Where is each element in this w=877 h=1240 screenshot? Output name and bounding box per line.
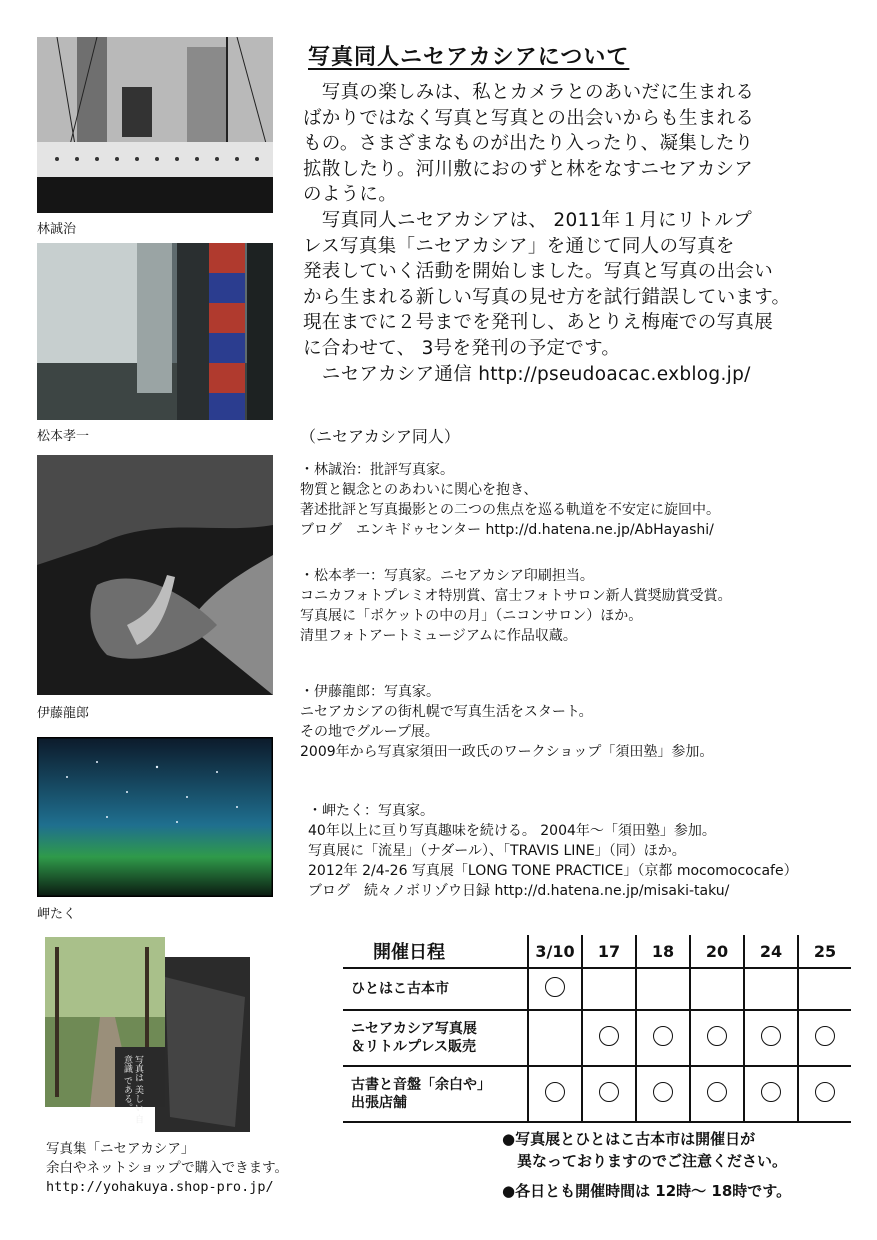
member-line: 物質と観念とのあわいに関心を抱き、 [300, 482, 538, 498]
book-caption [46, 1140, 288, 1197]
member-line: ・林誠治：批評写真家。 [300, 462, 454, 478]
circle-mark-icon [761, 1026, 781, 1046]
circle-mark-icon [815, 1026, 835, 1046]
member-line: 写真展に「流星」（ナダール）、「TRAVIS LINE」（同）ほか。 [308, 843, 686, 859]
event-label-line: 出張店舗 [351, 1095, 407, 1111]
note-hours [502, 1180, 791, 1202]
member-line: ブログ 続々ノボリゾウ日録 http://d.hatena.ne.jp/misaki-taku/ [308, 883, 730, 899]
circle-mark-icon [545, 977, 565, 997]
mark-cell [744, 968, 798, 1010]
mark-cell [744, 1066, 798, 1122]
event-label-line: 古書と音盤「余白や」 [351, 1077, 491, 1093]
book-caption-line: 写真集「ニセアカシア」 [46, 1141, 195, 1157]
schedule-row [343, 1010, 851, 1066]
caption-ito: 伊藤龍郎 [37, 706, 90, 721]
member-ito [300, 682, 713, 762]
schedule-row [343, 968, 851, 1010]
photo-nightsky [37, 737, 273, 897]
mark-cell [690, 1010, 744, 1066]
schedule-header: 開催日程 [373, 942, 445, 963]
mark-cell [744, 1010, 798, 1066]
caption-matsumoto: 松本孝一 [37, 429, 90, 444]
mark-cell [636, 1010, 690, 1066]
member-matsumoto [300, 566, 732, 646]
intro-line: から生まれる新しい写真の見せ方を試行錯誤しています。 [303, 286, 791, 308]
photo-pillar [37, 243, 273, 420]
event-label [343, 968, 528, 1010]
date-header: 25 [798, 935, 851, 968]
schedule-table [343, 935, 851, 1123]
caption-hayashi: 林誠治 [37, 222, 77, 237]
mark-cell [582, 968, 636, 1010]
caption-misaki: 岬たく [37, 907, 77, 922]
book-cover-text [121, 1055, 143, 1132]
photo-ship [37, 37, 273, 213]
intro-line: ばかりではなく写真と写真との出会いからも生まれる [303, 107, 755, 129]
page-title: 写真同人ニセアカシアについて [308, 45, 630, 70]
mark-cell [528, 1066, 582, 1122]
note-line: ●各日とも開催時間は 12時～ 18時です。 [502, 1182, 792, 1200]
member-line: ・伊藤龍郎：写真家。 [300, 684, 440, 700]
member-line: ブログ エンキドゥセンター http://d.hatena.ne.jp/AbHayashi/ [300, 522, 714, 538]
member-line: 著述批評と写真撮影との二つの焦点を巡る軌道を不安定に旋回中。 [300, 502, 720, 518]
cover-text-line: 自意識 [122, 1055, 143, 1124]
mark-cell [582, 1010, 636, 1066]
member-line: 2012年 2/4-26 写真展「LONG TONE PRACTICE」（京都 mocomococafe） [308, 863, 798, 879]
member-line: 清里フォトアートミュージアムに作品収蔵。 [300, 628, 577, 644]
member-line: ・松本孝一：写真家。ニセアカシア印刷担当。 [300, 568, 594, 584]
event-label [343, 1010, 528, 1066]
mark-cell [528, 968, 582, 1010]
circle-mark-icon [599, 1082, 619, 1102]
event-label-line: ＆リトルプレス販売 [351, 1039, 477, 1055]
book-shop-link[interactable]: http://yohakuya.shop-pro.jp/ [46, 1179, 274, 1195]
member-line: ・岬たく：写真家。 [308, 803, 434, 819]
intro-line: のように。 [303, 184, 398, 206]
intro-line: もの。さまざまなものが出たり入ったり、凝集したり [303, 133, 754, 155]
event-label [343, 1066, 528, 1122]
photo-hand [37, 455, 273, 695]
circle-mark-icon [761, 1082, 781, 1102]
date-header: 17 [582, 935, 636, 968]
cover-text-line: である。 [122, 1075, 132, 1112]
intro-line: 写真同人ニセアカシアは、 2011年１月にリトルプ [303, 209, 753, 231]
member-line: その地でグループ展。 [300, 724, 439, 740]
circle-mark-icon [653, 1026, 673, 1046]
member-hayashi [300, 460, 720, 540]
circle-mark-icon [707, 1026, 727, 1046]
member-line: 写真展に「ポケットの中の月」（ニコンサロン）ほか。 [300, 608, 643, 624]
circle-mark-icon [815, 1082, 835, 1102]
book-caption-line: 余白やネットショップで購入できます。 [46, 1160, 289, 1176]
intro-line: ニセアカシア通信 http://pseudoacac.exblog.jp/ [303, 363, 751, 385]
circle-mark-icon [653, 1082, 673, 1102]
date-header: 3/10 [528, 935, 582, 968]
intro-line: 写真の楽しみは、私とカメラとのあいだに生まれる [303, 82, 755, 103]
circle-mark-icon [707, 1082, 727, 1102]
cover-text-line: 美しい [133, 1084, 143, 1112]
mark-cell [636, 1066, 690, 1122]
mark-cell [528, 1010, 582, 1066]
mark-cell [798, 1066, 851, 1122]
intro-line: 現在までに２号までを発刊し、あとりえ梅庵での写真展 [303, 312, 774, 334]
circle-mark-icon [545, 1082, 565, 1102]
note-line: 異なっておりますのでご注意ください。 [502, 1152, 788, 1170]
date-header: 24 [744, 935, 798, 968]
note-different-days [502, 1128, 787, 1172]
schedule-row [343, 1066, 851, 1122]
member-line: コニカフォトプレミオ特別賞、富士フォトサロン新人賞奨励賞受賞。 [300, 588, 732, 604]
mark-cell [636, 968, 690, 1010]
event-label-line: ニセアカシア写真展 [351, 1021, 477, 1037]
intro-text [303, 80, 843, 387]
intro-line: に合わせて、 3号を発刊の予定です。 [303, 337, 621, 359]
mark-cell [582, 1066, 636, 1122]
intro-line: 拡散したり。河川敷におのずと林をなすニセアカシア [303, 158, 754, 180]
circle-mark-icon [599, 1026, 619, 1046]
intro-line: レス写真集「ニセアカシア」を通じて同人の写真を [303, 235, 735, 257]
date-header: 18 [636, 935, 690, 968]
note-line: ●写真展とひとはこ古本市は開催日が [502, 1130, 756, 1148]
member-line: 40年以上に亘り写真趣味を続ける。 2004年～「須田塾」参加。 [308, 823, 716, 839]
date-header: 20 [690, 935, 744, 968]
mark-cell [690, 1066, 744, 1122]
event-label-line: ひとはこ古本市 [351, 981, 449, 997]
photo-book-cover [45, 937, 250, 1132]
members-heading: （ニセアカシア同人） [300, 427, 460, 446]
mark-cell [798, 1010, 851, 1066]
member-misaki [308, 801, 798, 901]
member-line: ニセアカシアの街札幌で写真生活をスタート。 [300, 704, 593, 720]
mark-cell [690, 968, 744, 1010]
member-line: 2009年から写真家須田一政氏のワークショップ「須田塾」参加。 [300, 744, 714, 760]
intro-line: 発表していく活動を開始しました。写真と写真の出会い [303, 261, 774, 283]
cover-text-line: 写真は [133, 1055, 143, 1082]
mark-cell [798, 968, 851, 1010]
